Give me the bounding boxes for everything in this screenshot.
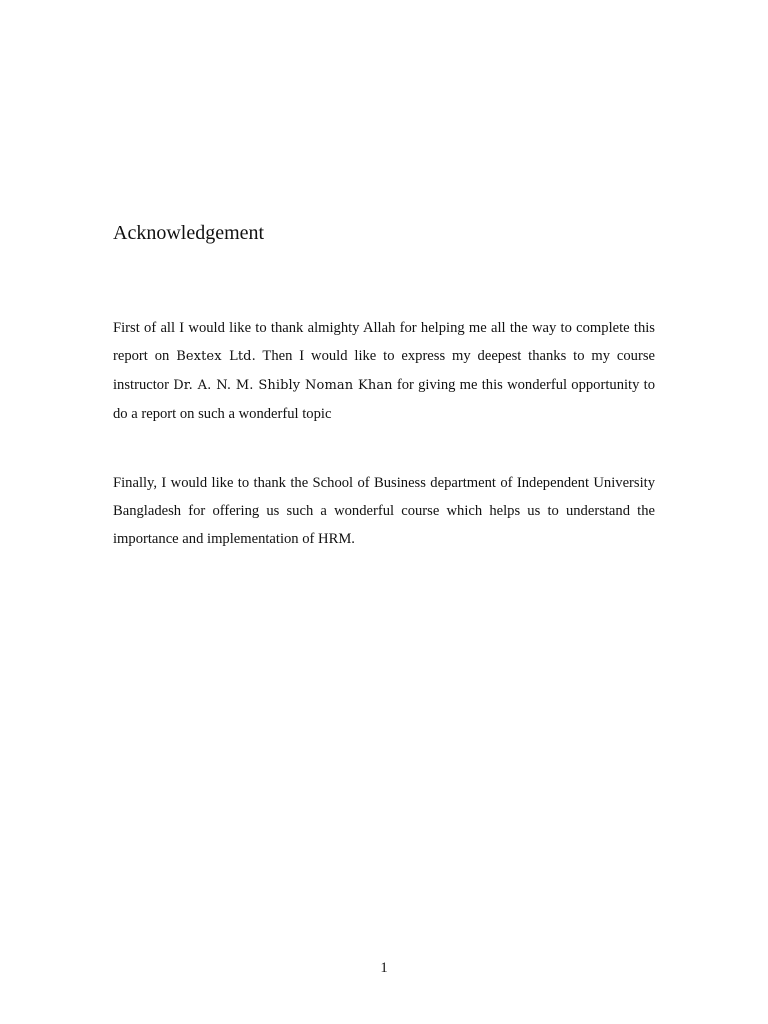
page-number: 1 [380, 960, 388, 976]
paragraph-1-text-start: First of all I would like to thank almighty Allah for helping me all the way to complete this report on [113, 320, 655, 364]
page-title: Acknowledgement [113, 222, 265, 244]
paragraph-1-text-middle: Then I would like to express my deepest thanks to my course instructor [113, 348, 655, 393]
acknowledgement-paragraph-2: Finally, I would like to thank the School of Business department of Independent University Bangladesh for offering us such a wonderful course which helps us to understand the importance and implementation of HRM. [113, 475, 655, 547]
instructor-name: Dr. A. N. M. Shibly Noman Khan [173, 378, 393, 393]
company-name: Bextex Ltd. [176, 349, 256, 364]
paragraph-1-text-end: for giving me this wonderful opportunity to do a report on such a wonderful topic [113, 377, 655, 422]
acknowledgement-paragraph-1 [113, 314, 655, 428]
